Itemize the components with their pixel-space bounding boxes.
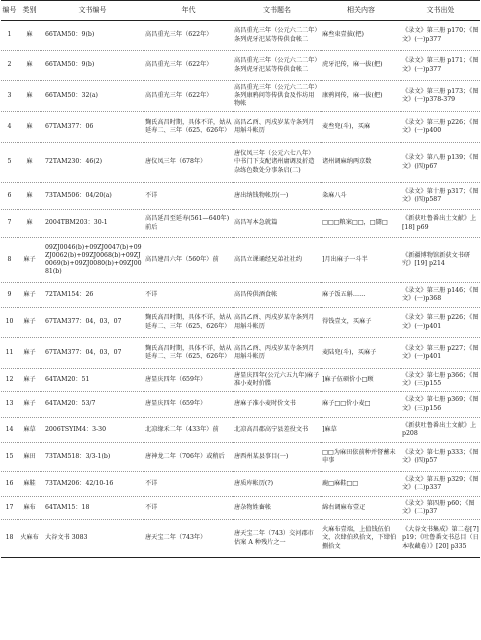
doc-number-cell: 73TAM506：04/20(a)	[41, 183, 144, 210]
row-number-cell: 7	[1, 210, 18, 238]
related-content-cell: 麻叁束壹拔(把)	[321, 21, 401, 51]
category-cell: 麻子	[18, 392, 41, 418]
date-cell: 麴氏高昌时期，具体不详，姑从延寿二、三年（625、626年）	[144, 112, 233, 143]
related-content-cell: ]麻草	[321, 418, 401, 443]
date-cell: 高昌重光三年（622年）	[144, 81, 233, 112]
doc-source-cell: 《录文》第三册 p227；《图文》(一)p401	[401, 338, 480, 369]
date-cell: 唐显庆四年（659年）	[144, 369, 233, 392]
date-cell: 高昌延昌至延寿(561—640年)前后	[144, 210, 233, 238]
row-number-cell: 6	[1, 183, 18, 210]
category-cell: 麻子	[18, 369, 41, 392]
related-content-cell: 綿右调麻布壹疋	[321, 497, 401, 520]
related-content-cell: □□为麻田依前种并督蓄未申事	[321, 443, 401, 472]
doc-title-cell: 高昌重光三年（公元六二二年）条列虎牙汜某等传供食帐二	[233, 21, 321, 51]
doc-number-cell: 64TAM20：51	[41, 369, 144, 392]
related-content-cell: 麦叁兜(斗)，买麻	[321, 112, 401, 143]
table-body	[1, 21, 480, 558]
doc-number-cell: 09ZJ0046(b)+09ZJ0047(b)+09ZJ0062(b)+09ZJ0068(b)+09ZJ0069(b)+09ZJ0080(b)+09ZJ0081(b)	[41, 238, 144, 283]
doc-title-cell: 唐杂物姓畜帐	[233, 497, 321, 520]
doc-number-cell: 72TAM230：46(2)	[41, 143, 144, 183]
doc-title-cell: 高昌乙酉、丙戌岁某寺条列月用斛斗帐历	[233, 308, 321, 338]
doc-source-cell: 《录文》第七册 p333；《图文》(四)p57	[401, 443, 480, 472]
header-date: 年代	[144, 1, 233, 21]
date-cell: 唐仪凤三年（678年）	[144, 143, 233, 183]
row-number-cell: 2	[1, 51, 18, 81]
table-row	[1, 210, 480, 238]
doc-title-cell: 唐出纳钱物帐历(一)	[233, 183, 321, 210]
doc-source-cell: 《录文》第三册 p171；《图文》(一)p377	[401, 51, 480, 81]
related-content-cell: 得钱壹文，买麻子	[321, 308, 401, 338]
related-content-cell: 麻子饭五斛……	[321, 283, 401, 308]
table-row	[1, 472, 480, 497]
related-content-cell: 麦陆兜(斗)，买麻子	[321, 338, 401, 369]
date-cell: 唐神龙二年（706年）或稍后	[144, 443, 233, 472]
date-cell: 麴氏高昌时期，具体不详，姑从延寿二、三年（625、626年）	[144, 338, 233, 369]
doc-title-cell: 高昌乙酉、丙戌岁某寺条列月用斛斗帐历	[233, 112, 321, 143]
doc-source-cell: 《录文》第八册 p139；《图文》(四)p67	[401, 143, 480, 183]
header-content: 相关内容	[321, 1, 401, 21]
related-content-cell: □□□粮案□□，□闘□	[321, 210, 401, 238]
doc-title-cell: 高昌重光三年（公元六二二年）条列虎牙汜某等传供食帐二	[233, 51, 321, 81]
doc-title-cell: 唐仪凤三年（公元六七八年）中书门下支配诸州庸调及折造杂练色数处分事条启(二)	[233, 143, 321, 183]
table-row	[1, 238, 480, 283]
row-number-cell: 1	[1, 21, 18, 51]
date-cell: 不详	[144, 183, 233, 210]
doc-title-cell: 高昌立课诵经兄弟社社约	[233, 238, 321, 283]
category-cell: 麻	[18, 81, 41, 112]
table-row	[1, 418, 480, 443]
date-cell: 不详	[144, 283, 233, 308]
row-number-cell: 11	[1, 338, 18, 369]
doc-number-cell: 73TAM518：3/3-1(b)	[41, 443, 144, 472]
doc-number-cell: 72TAM154：26	[41, 283, 144, 308]
doc-source-cell: 《录文》第七册 p366；《图文》(三)p155	[401, 369, 480, 392]
doc-number-cell: 2006TSYIM4：3-30	[41, 418, 144, 443]
doc-number-cell: 大谷文书 3083	[41, 520, 144, 558]
doc-number-cell: 66TAM50：9(b)	[41, 51, 144, 81]
doc-title-cell: 高昌传供酒食帐	[233, 283, 321, 308]
date-cell: 唐天宝二年（743年）	[144, 520, 233, 558]
doc-source-cell: 《录文》第三册 p173；《图文》(一)p378-379	[401, 81, 480, 112]
category-cell: 麻子	[18, 338, 41, 369]
related-content-cell: 粂麻八斗	[321, 183, 401, 210]
date-cell: 不详	[144, 472, 233, 497]
date-cell: 北凉缘禾二年（433年）前	[144, 418, 233, 443]
row-number-cell: 10	[1, 308, 18, 338]
doc-number-cell: 66TAM50：32(a)	[41, 81, 144, 112]
table-row	[1, 143, 480, 183]
doc-source-cell: 《录文》第三册 p226；《图文》(一)p401	[401, 308, 480, 338]
category-cell: 麻布	[18, 497, 41, 520]
category-cell: 麻鞋	[18, 472, 41, 497]
doc-number-cell: 73TAM206：42/10-16	[41, 472, 144, 497]
table-row	[1, 112, 480, 143]
date-cell: 麴氏高昌时期，具体不详，姑从延寿二、三年（625、626年）	[144, 308, 233, 338]
date-cell: 不详	[144, 497, 233, 520]
doc-number-cell: 64TAM20：53/7	[41, 392, 144, 418]
row-number-cell: 14	[1, 418, 18, 443]
category-cell: 麻	[18, 21, 41, 51]
row-number-cell: 15	[1, 443, 18, 472]
category-cell: 麻草	[18, 418, 41, 443]
header-source: 文书出处	[401, 1, 480, 21]
category-cell: 麻子	[18, 283, 41, 308]
header-doc-number: 文书编号	[41, 1, 144, 21]
doc-source-cell: 《录文》第四册 p60；《图文》(二)p37	[401, 497, 480, 520]
related-content-cell: ]月出麻子一斗半	[321, 238, 401, 283]
category-cell: 麻	[18, 112, 41, 143]
doc-number-cell: 67TAM377：04，03，07	[41, 338, 144, 369]
doc-title-cell: 高昌重光三年（公元六二二年）条列康鸦问等传供食及作坊用物帐	[233, 81, 321, 112]
table-row	[1, 369, 480, 392]
row-number-cell: 12	[1, 369, 18, 392]
doc-source-cell: 《录文》第七册 p369；《图文》(三)p156	[401, 392, 480, 418]
table-row	[1, 283, 480, 308]
header-row	[1, 1, 480, 21]
doc-source-cell: 《录文》第三册 p170；《图文》(一)p377	[401, 21, 480, 51]
date-cell: 高昌建昌六年（560年）前	[144, 238, 233, 283]
related-content-cell: 鹿□麻鞋□□	[321, 472, 401, 497]
row-number-cell: 5	[1, 143, 18, 183]
doc-number-cell: 64TAM15：18	[41, 497, 144, 520]
category-cell: 麻	[18, 51, 41, 81]
doc-source-cell: 《新获吐鲁番出土文献》上[18] p69	[401, 210, 480, 238]
row-number-cell: 17	[1, 497, 18, 520]
related-content-cell: 诸州调麻纳两京数	[321, 143, 401, 183]
table-row	[1, 183, 480, 210]
date-cell: 高昌重光三年（622年）	[144, 21, 233, 51]
category-cell: 火麻布	[18, 520, 41, 558]
doc-title-cell: 北凉高昌郡高宁县差役文书	[233, 418, 321, 443]
doc-source-cell: 《新疆博物馆新获文书研究》[19] p214	[401, 238, 480, 283]
header-number: 编号	[1, 1, 18, 21]
doc-source-cell: 《录文》第三册 p146；《图文》(一)p368	[401, 283, 480, 308]
row-number-cell: 13	[1, 392, 18, 418]
doc-source-cell: 《新获吐鲁番出土文献》上 p208	[401, 418, 480, 443]
doc-title-cell: 唐质库帐历(?)	[233, 472, 321, 497]
doc-title-cell: 唐天宝二年（743）交河郡市估案 A 种残片之一	[233, 520, 321, 558]
doc-source-cell: 《录文》第五册 p329；《图文》(二)p337	[401, 472, 480, 497]
table-row	[1, 308, 480, 338]
related-content-cell: 火麻布壹端，上值钱伍伯文，次肆伯玖拾文，下肆伯捌拾文	[321, 520, 401, 558]
table-row	[1, 443, 480, 472]
table-row	[1, 338, 480, 369]
doc-source-cell: 《大谷文书集成》第二卷[7] p19；《吐鲁番文书总目（日本收藏卷）》[20] p335	[401, 520, 480, 558]
row-number-cell: 8	[1, 238, 18, 283]
table-row	[1, 392, 480, 418]
table-row	[1, 520, 480, 558]
header-title: 文书题名	[233, 1, 321, 21]
row-number-cell: 3	[1, 81, 18, 112]
doc-number-cell: 66TAM50：9(b)	[41, 21, 144, 51]
doc-number-cell: 67TAM377：06	[41, 112, 144, 143]
header-category: 类别	[18, 1, 41, 21]
doc-number-cell: 2004TBM203：30-1	[41, 210, 144, 238]
related-content-cell: 虎牙汜传，麻一拔(把)	[321, 51, 401, 81]
document-table	[1, 0, 480, 558]
doc-title-cell: 高昌写本急就篇	[233, 210, 321, 238]
table-row	[1, 21, 480, 51]
category-cell: 麻	[18, 183, 41, 210]
doc-title-cell: 唐麻子准小麦时价文书	[233, 392, 321, 418]
doc-title-cell: 唐显庆四年(公元六五九年)麻子准小麦时价牒	[233, 369, 321, 392]
category-cell: 麻	[18, 143, 41, 183]
date-cell: 唐显庆四年（659年）	[144, 392, 233, 418]
related-content-cell: 康鸦问传，麻一拔(把)	[321, 81, 401, 112]
doc-title-cell: 唐西州某县事目(一)	[233, 443, 321, 472]
doc-source-cell: 《录文》第三册 p226；《图文》(一)p400	[401, 112, 480, 143]
row-number-cell: 9	[1, 283, 18, 308]
table-header	[1, 1, 480, 21]
category-cell: 麻	[18, 210, 41, 238]
date-cell: 高昌重光三年（622年）	[144, 51, 233, 81]
row-number-cell: 16	[1, 472, 18, 497]
table-row	[1, 81, 480, 112]
table-row	[1, 497, 480, 520]
doc-source-cell: 《录文》第十册 p317；《图文》(四)p587	[401, 183, 480, 210]
related-content-cell: 麻子□□价小麦□	[321, 392, 401, 418]
doc-number-cell: 67TAM377：04，03，07	[41, 308, 144, 338]
category-cell: 麻田	[18, 443, 41, 472]
category-cell: 麻子	[18, 238, 41, 283]
related-content-cell: ]麻子伍硕价小□顾	[321, 369, 401, 392]
row-number-cell: 18	[1, 520, 18, 558]
doc-title-cell: 高昌乙酉、丙戌岁某寺条列月用斛斗帐历	[233, 338, 321, 369]
category-cell: 麻子	[18, 308, 41, 338]
row-number-cell: 4	[1, 112, 18, 143]
table-row	[1, 51, 480, 81]
